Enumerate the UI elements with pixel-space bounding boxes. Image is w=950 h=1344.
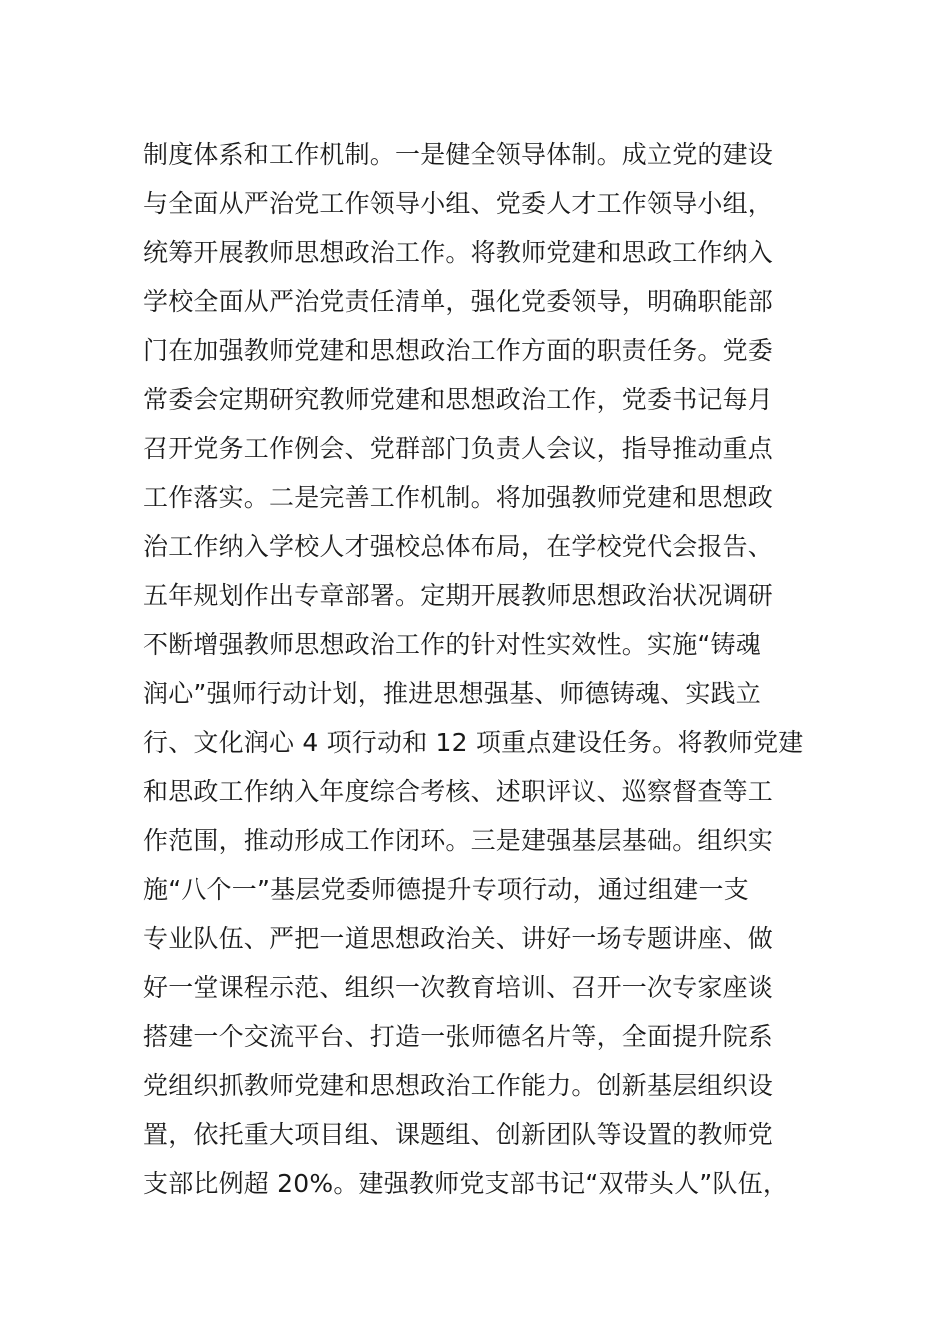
text-line: 门在加强教师党建和思想政治工作方面的职责任务。党委 xyxy=(143,336,774,365)
text-line: 好一堂课程示范、组织一次教育培训、召开一次专家座谈 xyxy=(143,973,774,1002)
text-line: 置，依托重大项目组、课题组、创新团队等设置的教师党 xyxy=(143,1120,774,1149)
text-line: 行、文化润心 4 项行动和 12 项重点建设任务。将教师党建 xyxy=(143,728,804,757)
text-line: 支部比例超 20%。建强教师党支部书记“双带头人”队伍， xyxy=(143,1169,789,1198)
text-line: 润心”强师行动计划，推进思想强基、师德铸魂、实践立 xyxy=(143,679,761,708)
text-line: 五年规划作出专章部署。定期开展教师思想政治状况调研 xyxy=(143,581,774,610)
text-line: 常委会定期研究教师党建和思想政治工作，党委书记每月 xyxy=(143,385,774,414)
text-line: 统筹开展教师思想政治工作。将教师党建和思政工作纳入 xyxy=(143,238,774,267)
text-line: 召开党务工作例会、党群部门负责人会议，指导推动重点 xyxy=(143,434,774,463)
text-line: 作范围，推动形成工作闭环。三是建强基层基础。组织实 xyxy=(143,826,774,855)
text-line: 工作落实。二是完善工作机制。将加强教师党建和思想政 xyxy=(143,483,774,512)
text-line: 学校全面从严治党责任清单，强化党委领导，明确职能部 xyxy=(143,287,774,316)
text-line: 和思政工作纳入年度综合考核、述职评议、巡察督查等工 xyxy=(143,777,774,806)
text-line: 与全面从严治党工作领导小组、党委人才工作领导小组， xyxy=(143,189,774,218)
text-line: 不断增强教师思想政治工作的针对性实效性。实施“铸魂 xyxy=(143,630,761,659)
text-line: 治工作纳入学校人才强校总体布局，在学校党代会报告、 xyxy=(143,532,774,561)
text-line: 施“八个一”基层党委师德提升专项行动，通过组建一支 xyxy=(143,875,749,904)
body-text xyxy=(143,130,843,1208)
text-line: 搭建一个交流平台、打造一张师德名片等，全面提升院系 xyxy=(143,1022,774,1051)
text-line: 专业队伍、严把一道思想政治关、讲好一场专题讲座、做 xyxy=(143,924,774,953)
text-line: 制度体系和工作机制。一是健全领导体制。成立党的建设 xyxy=(143,140,774,169)
text-line: 党组织抓教师党建和思想政治工作能力。创新基层组织设 xyxy=(143,1071,774,1100)
